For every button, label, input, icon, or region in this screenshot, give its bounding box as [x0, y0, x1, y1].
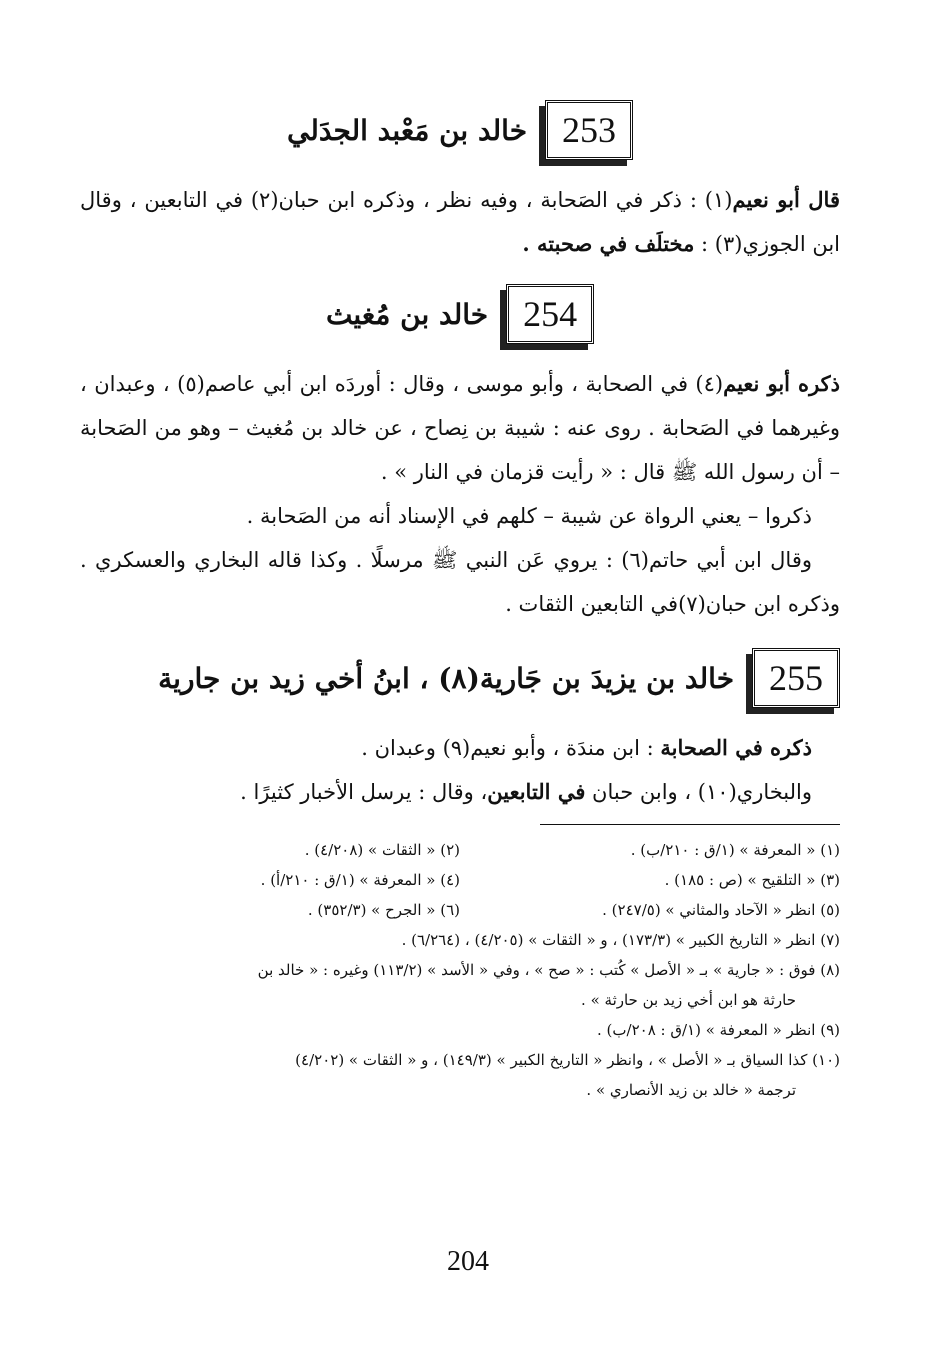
page-body: [80, 100, 840, 1105]
entry-number-box: 253: [545, 100, 633, 160]
entry-title: خالد بن مُغيث: [325, 297, 489, 331]
entry-text: [80, 726, 840, 770]
entry-text: [80, 178, 840, 266]
footnote: (٧) انظر « التاريخ الكبير » (١٧٣/٣) ، و « الثقات » (٤/٢٠٥) ، (٦/٢٦٤) .: [401, 931, 840, 949]
entry-body: والبخاري(١٠) ، وابن حبان: [585, 780, 812, 804]
entry-number-box: 255: [752, 648, 840, 708]
entry-conclusion: مختلَف في صحبته .: [522, 231, 695, 256]
entry-number-box: 254: [506, 284, 594, 344]
footnote-row: [80, 895, 840, 925]
footnote: (١٠) كذا السياق بـ « الأصل » ، وانظر « التاريخ الكبير » (١٤٩/٣) ، و « الثقات » (٤/٢٠٢): [295, 1051, 840, 1069]
entry-heading-254: [80, 284, 840, 344]
footnote-separator: [540, 824, 840, 825]
entry-title: خالد بن يزيدَ بن جَارية(٨) ، ابنُ أخي زيد بن جارية: [158, 661, 734, 695]
footnote-continuation: ترجمة « خالد بن زيد الأنصاري » .: [586, 1081, 796, 1099]
entry-lead: قال أبو نعيم: [732, 187, 840, 212]
entry-body: (١) : ذكر في الصَحابة ، وفيه نظر ، وذكره ابن حبان(٢) في التابعين ، وقال ابن الجوزي(٣) :: [80, 188, 840, 256]
entry-paragraph: [80, 770, 840, 814]
footnote: (٨) فوق : « جارية » بـ « الأصل » كُتب : « صح » ، وفي « الأسد » (١١٣/٢) وغيره : « خالد بن: [257, 961, 840, 979]
page-number: 204: [447, 1246, 489, 1277]
entry-paragraph: ذكروا – يعني الرواة عن شيبة – كلهم في الإسناد أنه من الصَحابة .: [246, 504, 812, 528]
entry-body: ، وقال : يرسل الأخبار كثيرًا .: [240, 780, 488, 804]
footnote: (٤) « المعرفة » (١/ق : ٢١٠/أ) .: [260, 871, 460, 889]
entry-lead: ذكره في الصحابة: [660, 735, 812, 760]
footnote: (١) « المعرفة » (١/ق : ٢١٠/ب) .: [630, 841, 840, 859]
entry-title: خالد بن مَعْبد الجدَلي: [286, 113, 528, 147]
footnote: (٣) « التلقيح » (ص : ١٨٥) .: [664, 871, 840, 889]
entry-body: (٤) في الصحابة ، وأبو موسى ، وقال : أوردَه ابن أبي عاصم(٥) ، وعبدان ، وغيرهما في الصَحابة . روى عنه : شيبة بن نِصاح ، عن خالد بن مُغيث – وهو من الصَحابة – أن رسول الله ﷺ قال : « رأيت قزمان في النار » .: [80, 372, 840, 484]
entry-body: : ابن مندَة ، وأبو نعيم(٩) وعبدان .: [361, 736, 661, 760]
entry-emphasis: في التابعين: [487, 779, 586, 804]
footnote-row: [80, 865, 840, 895]
entry-lead: ذكره أبو نعيم: [723, 371, 840, 396]
footnotes: [80, 835, 840, 1105]
footnote: (٥) انظر « الآحاد والمثاني » (٢٤٧/٥) .: [602, 901, 840, 919]
entry-heading-253: [80, 100, 840, 160]
entry-paragraph: وقال ابن أبي حاتم(٦) : يروي عَن النبي ﷺ مرسلًا . وكذا قاله البخاري والعسكري . وذكره ابن حبان(٧)في التابعين الثقات .: [80, 548, 840, 616]
entry-text: [80, 362, 840, 494]
entry-heading-255: [80, 648, 840, 708]
footnote-row: [80, 835, 840, 865]
footnote: (٢) « الثقات » (٤/٢٠٨) .: [304, 841, 460, 859]
footnote-continuation: حارثة هو ابن أخي زيد بن حارثة » .: [581, 991, 796, 1009]
footnote: (٩) انظر « المعرفة » (١/ق : ٢٠٨/ب) .: [597, 1021, 840, 1039]
footnote: (٦) « الجرح » (٣٥٢/٣) .: [307, 901, 460, 919]
